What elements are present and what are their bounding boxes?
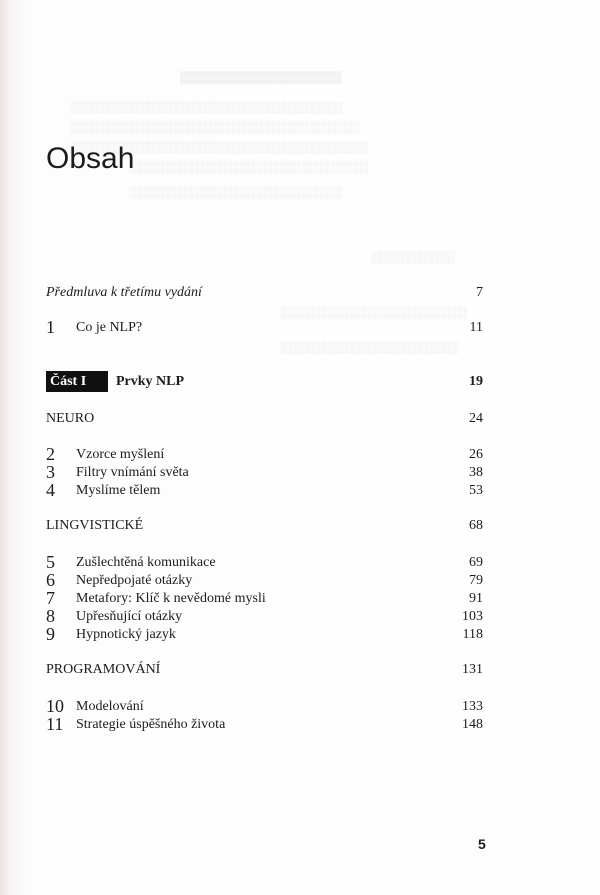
toc-entry-chapter[interactable]	[46, 608, 483, 626]
toc-entry-label: Vzorce myšlení	[76, 447, 165, 462]
toc-entry-page: 53	[469, 483, 483, 498]
toc-entry-label: Strategie úspěšného života	[76, 717, 226, 732]
show-through-text: ░░░░░░░░░░░░░░░░░░░░░	[280, 340, 459, 354]
toc-entry-page: 148	[462, 717, 483, 732]
toc-entry-label: Filtry vnímání světa	[76, 465, 189, 480]
toc-entry-chapter[interactable]	[46, 554, 483, 572]
toc-entry-label: Upřesňující otázky	[76, 609, 183, 624]
show-through-text: ░░░░░░░░░░░░░░░░░░░░░░░░░	[130, 185, 343, 199]
toc-entry-page: 103	[462, 609, 483, 624]
chapter-number: 4	[46, 480, 55, 500]
chapter-number: 1	[46, 317, 55, 337]
section-page: 68	[469, 518, 483, 533]
toc-section-programovani[interactable]	[46, 661, 483, 679]
toc-entry-page: 91	[469, 591, 483, 606]
toc-entry-label: Nepředpojaté otázky	[76, 573, 193, 588]
toc-section-lingvisticke[interactable]	[46, 517, 483, 535]
toc-entry-label: Modelování	[76, 699, 144, 714]
toc-entry-page: 11	[469, 320, 483, 335]
toc-entry-chapter[interactable]	[46, 482, 483, 500]
chapter-number: 3	[46, 462, 55, 482]
chapter-number: 7	[46, 588, 55, 608]
toc-entry-chapter[interactable]	[46, 716, 483, 734]
toc-section-neuro[interactable]	[46, 410, 483, 428]
toc-entry-chapter[interactable]	[46, 590, 483, 608]
toc-entry-label: Metafory: Klíč k nevědomé mysli	[76, 591, 266, 606]
toc-entry-page: 133	[462, 699, 483, 714]
toc-entry-preface[interactable]	[46, 284, 483, 302]
toc-entry-page: 118	[462, 627, 483, 642]
section-page: 24	[469, 411, 483, 426]
show-through-text: ░░░░░░░░░░░░░░░░░░░░░░░░░░░░░░░░░░	[70, 120, 360, 134]
page-title: Obsah	[46, 142, 135, 175]
toc-entry-chapter[interactable]	[46, 698, 483, 716]
page-number: 5	[478, 836, 486, 852]
toc-entry-page: 7	[476, 285, 483, 300]
chapter-number: 8	[46, 606, 55, 626]
toc-entry-chapter[interactable]	[46, 446, 483, 464]
toc-entry-label: Myslíme tělem	[76, 483, 161, 498]
toc-entry-chapter[interactable]	[46, 572, 483, 590]
toc-entry-label: Hypnotický jazyk	[76, 627, 176, 642]
toc-entry-label: Předmluva k třetímu vydání	[46, 285, 202, 300]
chapter-number: 9	[46, 624, 55, 644]
section-label: NEURO	[46, 411, 95, 426]
toc-part-heading[interactable]	[46, 371, 483, 393]
toc-entry-label: Zušlechtěná komunikace	[76, 555, 216, 570]
chapter-number: 10	[46, 696, 64, 716]
toc-entry-chapter[interactable]	[46, 626, 483, 644]
chapter-number: 6	[46, 570, 55, 590]
chapter-number: 2	[46, 444, 55, 464]
show-through-text: ░░░░░░░░░░░░░░░░░░░░░░░░░░░░░░░░	[70, 100, 343, 114]
part-page: 19	[469, 374, 483, 389]
toc-entry-label: Co je NLP?	[76, 320, 143, 335]
toc-entry-page: 38	[469, 465, 483, 480]
chapter-number: 11	[46, 714, 64, 734]
show-through-text: ░░░░░░░░░░░░░░░░░░░░░░░░░░░░	[130, 160, 369, 174]
show-through-text: ░░░░░░░░░░░░░░░░░░░░░░░░░░░░░░░░░░░	[70, 140, 368, 154]
toc-entry-page: 69	[469, 555, 483, 570]
section-page: 131	[462, 662, 483, 677]
toc-entry-page: 26	[469, 447, 483, 462]
show-through-text: ▒▒▒▒▒▒▒▒▒▒▒▒▒▒▒▒▒▒▒	[180, 70, 342, 84]
part-label: Prvky NLP	[116, 374, 185, 389]
toc-entry-chapter[interactable]	[46, 319, 483, 337]
toc-entry-chapter[interactable]	[46, 464, 483, 482]
toc-entry-page: 79	[469, 573, 483, 588]
show-through-text: ░░░░░░░░░░░░░░░░░░░░░░	[280, 305, 468, 319]
part-tag: Část I	[46, 371, 108, 392]
show-through-text: ░░░░░░░░░░	[370, 250, 456, 264]
section-label: PROGRAMOVÁNÍ	[46, 662, 161, 677]
section-label: LINGVISTICKÉ	[46, 518, 144, 533]
chapter-number: 5	[46, 552, 55, 572]
